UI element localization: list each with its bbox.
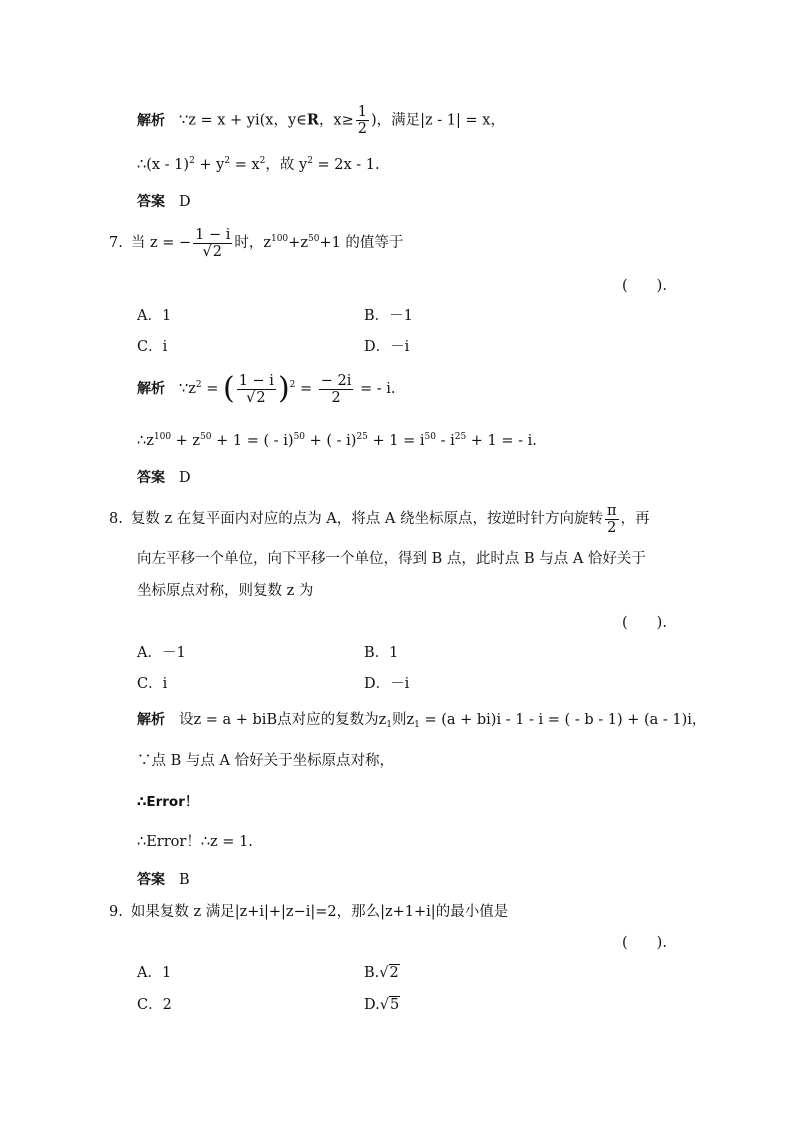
- answer-value: D: [179, 194, 191, 210]
- q9-stem: [109, 902, 508, 922]
- frac-num: 1: [357, 104, 367, 120]
- sqrt-symbol: √2: [202, 243, 222, 260]
- right-paren: ): [277, 371, 290, 406]
- q7-sol-b: =: [201, 381, 223, 397]
- answer-value: D: [179, 470, 191, 486]
- q6-sol2-d: ，故 y: [265, 157, 308, 173]
- q6-answer: [137, 192, 191, 212]
- q6-sol2-b: + y: [194, 157, 225, 173]
- frac-den: 2: [357, 121, 367, 137]
- q6-solution-line1: [137, 104, 505, 137]
- q8-stem-line2: 向左平移一个单位，向下平移一个单位，得到 B 点，此时点 B 与点 A 恰好关于: [137, 551, 646, 567]
- q9-option-a: A．1: [137, 965, 172, 981]
- question-number: 8.: [109, 511, 123, 527]
- solution-label: 解析: [137, 112, 165, 129]
- q9-text: 如果复数 z 满足|z+i|+|z−i|=2，那么|z+1+i|的最小值是: [130, 904, 509, 920]
- q7-fraction: [193, 227, 232, 260]
- question-number: 7.: [109, 235, 123, 251]
- q8-option-a: A．－1: [137, 645, 186, 661]
- q6-sol2-e: = 2x - 1.: [312, 157, 380, 173]
- q8-solution-line1: [137, 710, 706, 730]
- option-letter: B.: [364, 965, 380, 981]
- q7-solution-line2: [137, 431, 537, 451]
- frac-den: 2: [607, 519, 617, 536]
- q7-sol-a: ∵z: [179, 381, 196, 397]
- radicand: 2: [389, 965, 399, 981]
- subscript: 1: [386, 720, 392, 730]
- q8-option-d: D．－i: [364, 676, 410, 692]
- q7-solution-line1: [137, 370, 396, 408]
- sqrt-symbol: √5: [379, 997, 400, 1013]
- q7-sol-c: =: [295, 381, 317, 397]
- q9-answer-paren: ( ).: [622, 935, 667, 951]
- exp: 25: [454, 432, 467, 442]
- q6-sol-R: R: [306, 111, 319, 129]
- q8-solution-line2: ∵点 B 与点 A 恰好关于坐标原点对称，: [137, 753, 395, 769]
- q8-answer: [137, 870, 190, 890]
- q9-option-c: C．2: [137, 997, 172, 1013]
- q8-text-1-end: ，再: [620, 511, 650, 527]
- q7-option-d: D．－i: [364, 339, 410, 355]
- exp: 2: [189, 156, 195, 166]
- frac-den: 2: [331, 389, 341, 406]
- exp: 2: [259, 156, 266, 166]
- q6-half-fraction: [356, 104, 369, 137]
- option-letter: D.: [364, 997, 380, 1013]
- q6-sol-text: ∵z = x + yi(x，y∈: [179, 112, 307, 129]
- frac-den: [237, 390, 276, 406]
- q8-text-1: 复数 z 在复平面内对应的点为 A，将点 A 绕坐标原点，按逆时针方向旋转: [130, 511, 603, 527]
- q7-text-a: 当 z = −: [130, 235, 192, 251]
- exp: 50: [307, 234, 320, 244]
- frac-num: 1 − i: [195, 226, 231, 243]
- q8-sol-a: 设z = a + biB点对应的复数为z: [179, 712, 387, 728]
- q8-sol-b: 则z: [391, 712, 415, 728]
- q9-option-b: [364, 963, 400, 983]
- q7-text-d: +1 的值等于: [319, 235, 404, 251]
- q6-solution-line2: [137, 155, 380, 175]
- frac-num: π: [606, 502, 617, 519]
- sqrt-symbol: √2: [379, 965, 399, 981]
- frac-den: [193, 244, 232, 260]
- answer-label: 答案: [137, 194, 165, 210]
- q6-sol2-c: = x: [230, 157, 260, 173]
- solution-label: 解析: [137, 381, 165, 397]
- q7-option-a: A．1: [137, 308, 172, 324]
- question-number: 9.: [109, 904, 123, 920]
- q7-sol2-f: + 1 = i: [367, 433, 425, 449]
- q6-sol2-a: ∴(x - 1): [137, 157, 190, 173]
- q9-option-d: [364, 995, 400, 1015]
- q7-sol-d: = - i.: [355, 381, 396, 397]
- answer-label: 答案: [137, 470, 165, 486]
- q7-sol-fraction: [237, 373, 276, 406]
- answer-label: 答案: [137, 872, 165, 888]
- q8-sol-c: = (a + bi)i - 1 - i = ( - b - 1) + (a - 1)i，: [419, 712, 707, 728]
- q8-answer-paren: ( ).: [622, 615, 667, 631]
- exp: 50: [200, 432, 212, 442]
- q6-sol-text2: ，x≥: [318, 112, 354, 129]
- frac-num: − 2i: [320, 372, 352, 389]
- radicand: 2: [212, 243, 222, 260]
- q8-stem-line1: [109, 500, 650, 538]
- q7-stem: [109, 226, 403, 260]
- q7-sol2-h: + 1 = - i.: [466, 433, 537, 449]
- q8-stem-line3: 坐标原点对称，则复数 z 为: [137, 583, 314, 599]
- q7-sol2-c: + 1 = ( - i): [211, 433, 294, 449]
- q7-sol-fraction2: [319, 373, 354, 406]
- exp: 50: [293, 432, 306, 442]
- exp: 2: [289, 380, 296, 390]
- radicand: 2: [256, 389, 266, 406]
- q6-sol-text3: )，满足|z - 1| = x，: [371, 112, 505, 129]
- exp: 50: [424, 432, 436, 442]
- q8-pi-fraction: [605, 503, 619, 536]
- frac-num: 1 − i: [238, 372, 274, 389]
- answer-value: B: [179, 872, 190, 888]
- q7-option-b: B．－1: [364, 308, 413, 324]
- exp: 100: [153, 432, 172, 442]
- subscript: 1: [414, 720, 420, 730]
- sqrt-symbol: √2: [246, 389, 266, 406]
- exp: 100: [270, 234, 289, 244]
- exp: 2: [307, 156, 313, 166]
- q7-sol2-d: + ( - i): [305, 433, 357, 449]
- exp: 2: [195, 380, 202, 390]
- q7-sol2-b: + z: [171, 433, 201, 449]
- q7-answer-paren: ( ).: [622, 278, 667, 294]
- exp: 25: [356, 432, 368, 442]
- q8-solution-line3: ∴Error！: [137, 794, 199, 810]
- q7-sol2-a: ∴z: [137, 433, 154, 449]
- q7-option-c: C．i: [137, 339, 168, 355]
- radicand: 5: [389, 997, 400, 1013]
- q7-sol2-g: - i: [435, 433, 455, 449]
- q8-option-c: C．i: [137, 676, 168, 692]
- q7-text-b: 时，z: [234, 235, 271, 251]
- q8-solution-line4: ∴Error！∴z = 1.: [137, 834, 253, 850]
- q8-option-b: B．1: [364, 645, 399, 661]
- left-paren: (: [222, 371, 235, 406]
- solution-label: 解析: [137, 712, 165, 728]
- exp: 2: [224, 156, 231, 166]
- q7-answer: [137, 468, 191, 488]
- q7-text-c: +z: [288, 235, 308, 251]
